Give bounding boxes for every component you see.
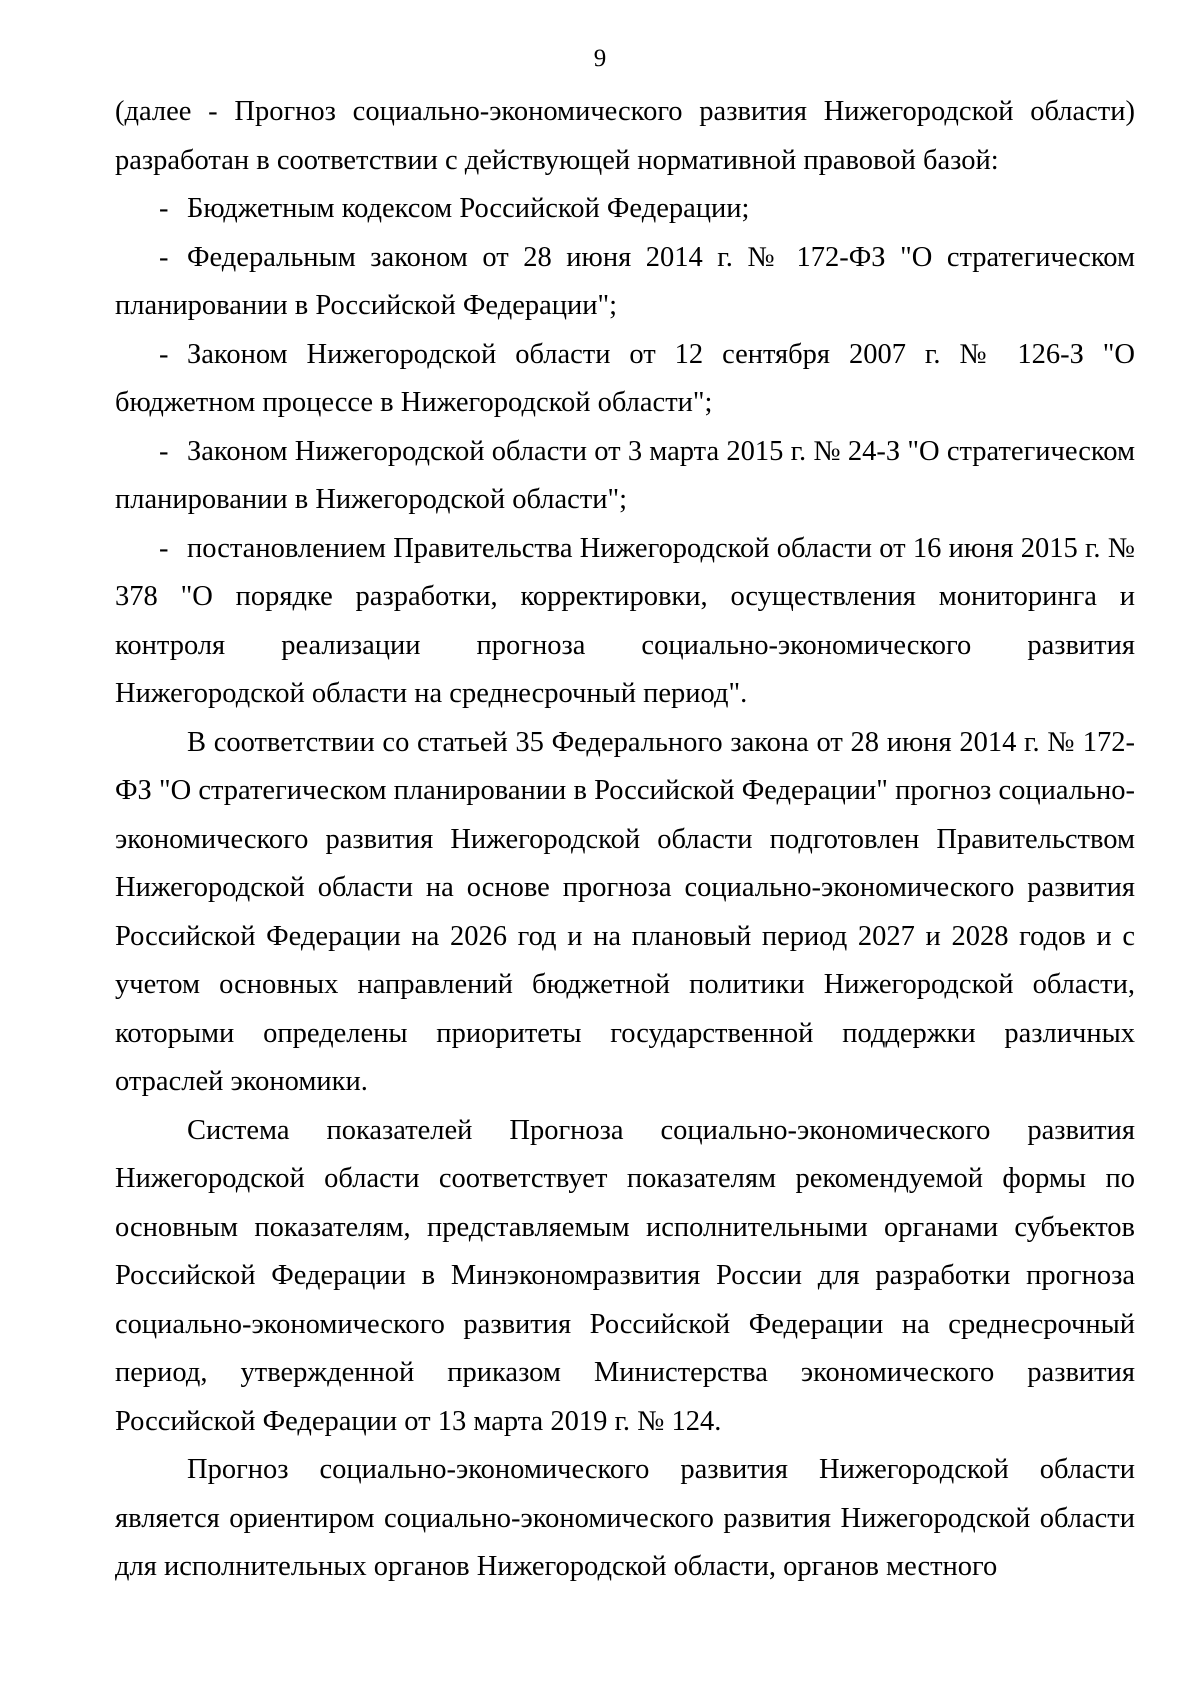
paragraph-indicator-system: Система показателей Прогноза социально-экономического развития Нижегородской области соответствует показателям рекомендуемой формы по основным показателям, представляемым исполнительными органами субъектов Российской Федерации в Минэкономразвития России для разработки прогноза социально-экономического развития Российской Федерации на среднесрочный период, утвержденной приказом Министерства экономического развития Российской Федерации от 13 марта 2019 г. № 124.	[115, 1114, 1135, 1437]
list-dash: -	[159, 193, 169, 224]
list-item-regional-law-planning	[115, 428, 1135, 525]
list-item-federal-law	[115, 234, 1135, 331]
paragraph-continuation: (далее - Прогноз социально-экономического развития Нижегородской области) разработан в соответствии с действующей нормативной правовой базой:	[115, 96, 1135, 176]
list-dash: -	[159, 338, 169, 370]
list-item-text: Федеральным законом от 28 июня 2014 г. № 172-ФЗ "О стратегическом планировании в Российской Федерации";	[115, 241, 1135, 321]
list-item-regional-law-budget	[115, 331, 1135, 428]
page-number: 9	[593, 45, 607, 72]
list-item-budget-code	[115, 185, 1135, 234]
list-item-government-resolution	[115, 525, 1135, 719]
list-item-text: Бюджетным кодексом Российской Федерации;	[187, 193, 750, 224]
list-item-text: постановлением Правительства Нижегородской области от 16 июня 2015 г. № 378 "О порядке разработки, корректировки, осуществления мониторинга и контроля реализации прогноза социально-экономического развития Нижегородской области на среднесрочный период".	[115, 532, 1135, 709]
list-dash: -	[159, 241, 169, 273]
paragraph-article-35: В соответствии со статьей 35 Федерального закона от 28 июня 2014 г. № 172-ФЗ "О стратегическом планировании в Российской Федерации" прогноз социально-экономического развития Нижегородской области подготовлен Правительством Нижегородской области на основе прогноза социально-экономического развития Российской Федерации на 2026 год и на плановый период 2027 и 2028 годов и с учетом основных направлений бюджетной политики Нижегородской области, которыми определены приоритеты государственной поддержки различных отраслей экономики.	[115, 726, 1135, 1097]
list-item-text: Законом Нижегородской области от 3 марта 2015 г. № 24-З "О стратегическом планировании в Нижегородской области";	[115, 435, 1135, 515]
list-dash: -	[159, 435, 169, 467]
document-body	[115, 88, 1135, 1592]
list-item-text: Законом Нижегородской области от 12 сентября 2007 г. № 126-З "О бюджетном процессе в Нижегородской области";	[115, 338, 1135, 418]
paragraph-forecast-guideline: Прогноз социально-экономического развития Нижегородской области является ориентиром социально-экономического развития Нижегородской области для исполнительных органов Нижегородской области, органов местного	[115, 1454, 1135, 1582]
list-dash: -	[159, 532, 169, 564]
